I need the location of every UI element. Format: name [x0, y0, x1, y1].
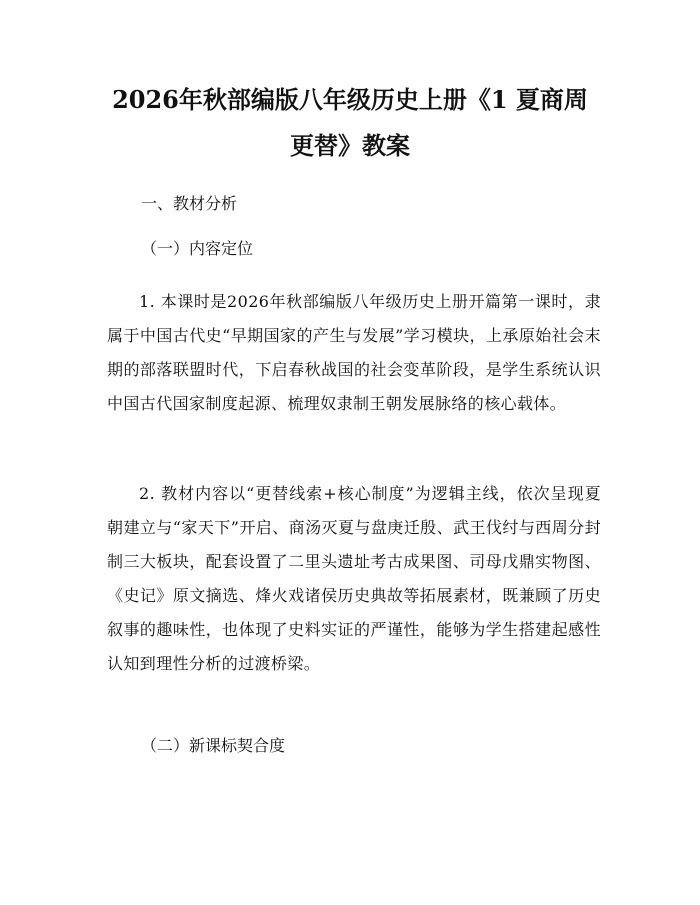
section-heading-teaching-material-analysis: 一、教材分析 [141, 194, 238, 213]
document-title-line-1: 2026年秋部编版八年级历史上册《1 夏商周 [112, 85, 588, 114]
subsection-heading-new-curriculum-fit: （二）新课标契合度 [141, 736, 286, 755]
subsection-heading-content-positioning: （一）内容定位 [141, 239, 254, 258]
document-title-line-2: 更替》教案 [290, 131, 410, 160]
paragraph-content-positioning-1: 1. 本课时是2026年秋部编版八年级历史上册开篇第一课时，隶属于中国古代史“早期国家的产生与发展”学习模块，上承原始社会末期的部落联盟时代，下启春秋战国的社会变革阶段，是学生系统认识中国古代国家制度起源、梳理奴隶制王朝发展脉络的核心载体。 [107, 292, 601, 413]
paragraph-content-positioning-2: 2. 教材内容以“更替线索+核心制度”为逻辑主线，依次呈现夏朝建立与“家天下”开启、商汤灭夏与盘庚迁殷、武王伐纣与西周分封制三大板块，配套设置了二里头遗址考古成果图、司母戊鼎实物图、《史记》原文摘选、烽火戏诸侯历史典故等拓展素材，既兼顾了历史叙事的趣味性，也体现了史料实证的严谨性，能够为学生搭建起感性认知到理性分析的过渡桥梁。 [107, 484, 601, 673]
